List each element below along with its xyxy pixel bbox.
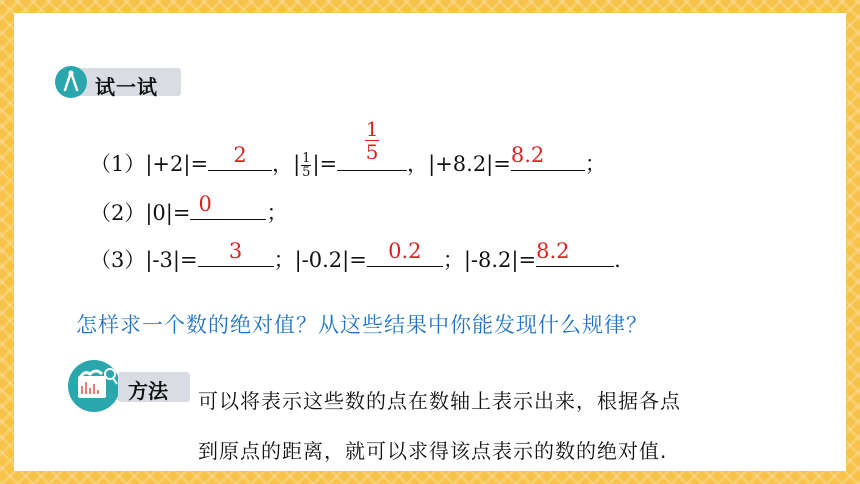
q1-prefix: （1）|+2|= xyxy=(90,152,209,176)
q1-blank-2 xyxy=(337,117,407,171)
q1-sep-2: ，|+8.2|= xyxy=(407,152,511,176)
q3-blank-2 xyxy=(367,239,443,267)
q1-frac-num: 1 xyxy=(302,151,311,166)
q1-blank-3 xyxy=(510,143,585,171)
q3-blank-1 xyxy=(198,239,274,267)
q3-answer-2: 0.2 xyxy=(388,239,422,263)
method-line-2: 到原点的距离，就可以求得该点表示的数的绝对值. xyxy=(198,439,668,463)
method-label-text: 方法 xyxy=(128,379,168,403)
q1-fraction xyxy=(301,152,311,179)
q3-sep-2: ；|-8.2|= xyxy=(442,248,537,272)
q3-sep-1: ；|-0.2|= xyxy=(273,248,367,272)
question-2-line xyxy=(90,192,288,226)
q3-end: . xyxy=(614,248,621,272)
q2-end: ； xyxy=(266,201,288,225)
q3-blank-3 xyxy=(536,239,614,267)
q2-blank xyxy=(190,192,266,220)
q1-sep-1: ，| xyxy=(272,152,301,176)
q2-prefix: （2）|0|= xyxy=(90,201,191,225)
q3-prefix: （3）|-3|= xyxy=(90,248,198,272)
q1-frac-den: 5 xyxy=(302,165,311,180)
question-3-line xyxy=(90,239,621,273)
badge-label: 试一试 xyxy=(95,75,158,99)
method-label xyxy=(118,372,190,402)
q3-answer-1: 3 xyxy=(228,239,243,263)
q1-answer-1: 2 xyxy=(233,143,247,167)
question-1-line xyxy=(90,117,606,180)
magnifier-chart-icon xyxy=(68,360,120,412)
q1-blank-1 xyxy=(208,143,272,171)
q1-answer-2-den: 5 xyxy=(365,140,379,164)
q2-answer: 0 xyxy=(198,192,212,216)
method-line-1: 可以将表示这些数的点在数轴上表示出来，根据各点 xyxy=(198,389,681,413)
q1-mid: |= xyxy=(312,152,338,176)
q1-end: ； xyxy=(584,152,606,176)
guiding-question: 怎样求一个数的绝对值？从这些结果中你能发现什么规律？ xyxy=(76,313,648,337)
compass-icon xyxy=(55,66,87,98)
q1-answer-3: 8.2 xyxy=(510,143,545,167)
try-it-badge xyxy=(55,66,181,98)
q1-answer-2 xyxy=(337,118,407,163)
q1-answer-2-num: 1 xyxy=(365,117,379,141)
q3-answer-3: 8.2 xyxy=(536,239,570,263)
method-text xyxy=(198,376,798,476)
